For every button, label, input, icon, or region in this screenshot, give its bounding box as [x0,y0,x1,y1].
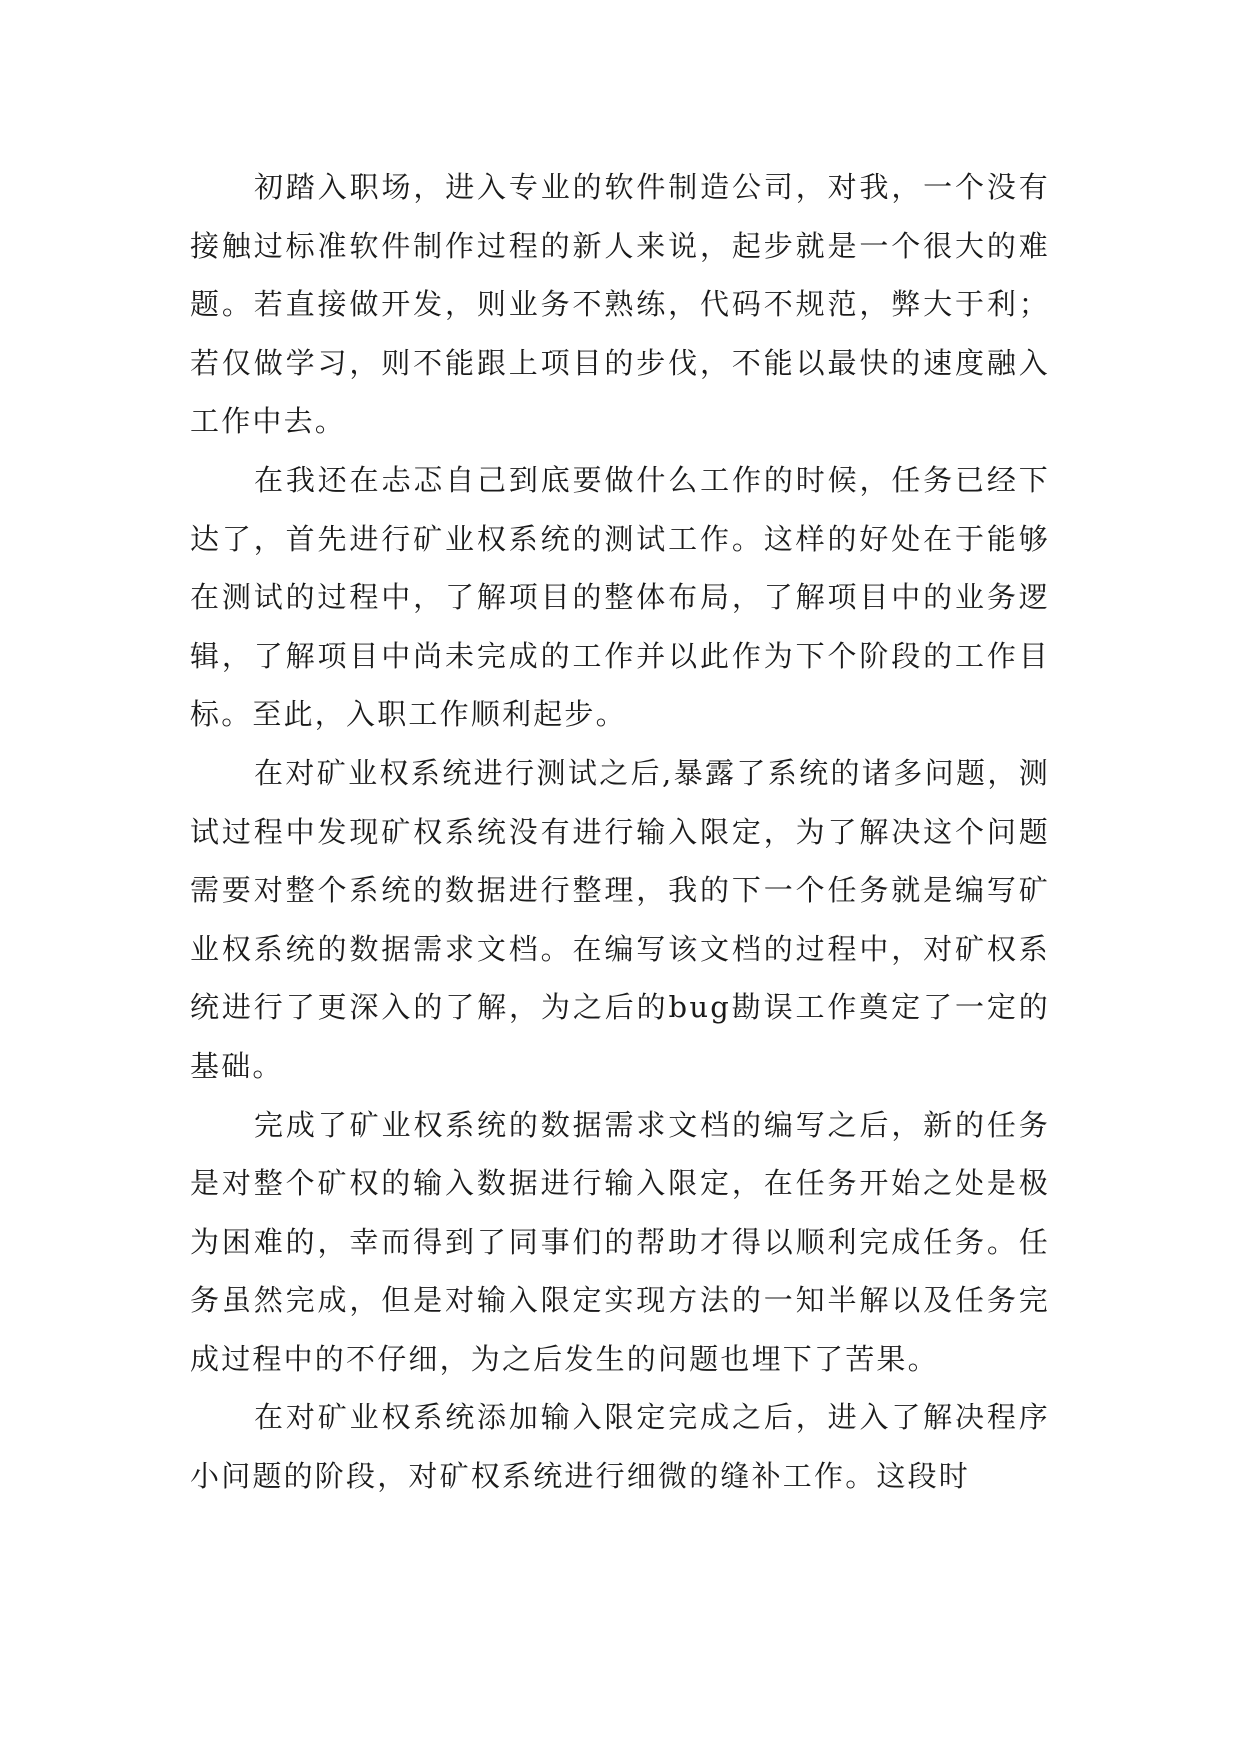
paragraph-5: 在对矿业权系统添加输入限定完成之后，进入了解决程序小问题的阶段，对矿权系统进行细微的缝补工作。这段时 [190,1400,1050,1494]
document-body [190,158,1050,1506]
paragraph-3: 在对矿业权系统进行测试之后,暴露了系统的诸多问题，测试过程中发现矿权系统没有进行输入限定，为了解决这个问题需要对整个系统的数据进行整理，我的下一个任务就是编写矿业权系统的数据需求文档。在编写该文档的过程中，对矿权系统进行了更深入的了解，为之后的bug勘误工作奠定了一定的基础。 [190,755,1050,1083]
paragraph-1: 初踏入职场，进入专业的软件制造公司，对我，一个没有接触过标准软件制作过程的新人来说，起步就是一个很大的难题。若直接做开发，则业务不熟练，代码不规范，弊大于利；若仅做学习，则不能跟上项目的步伐，不能以最快的速度融入工作中去。 [190,170,1050,439]
paragraph-4: 完成了矿业权系统的数据需求文档的编写之后，新的任务是对整个矿权的输入数据进行输入限定，在任务开始之处是极为困难的，幸而得到了同事们的帮助才得以顺利完成任务。任务虽然完成，但是对输入限定实现方法的一知半解以及任务完成过程中的不仔细，为之后发生的问题也埋下了苦果。 [190,1107,1050,1376]
paragraph-2: 在我还在忐忑自己到底要做什么工作的时候，任务已经下达了，首先进行矿业权系统的测试工作。这样的好处在于能够在测试的过程中，了解项目的整体布局，了解项目中的业务逻辑，了解项目中尚未完成的工作并以此作为下个阶段的工作目标。至此，入职工作顺利起步。 [190,462,1050,732]
